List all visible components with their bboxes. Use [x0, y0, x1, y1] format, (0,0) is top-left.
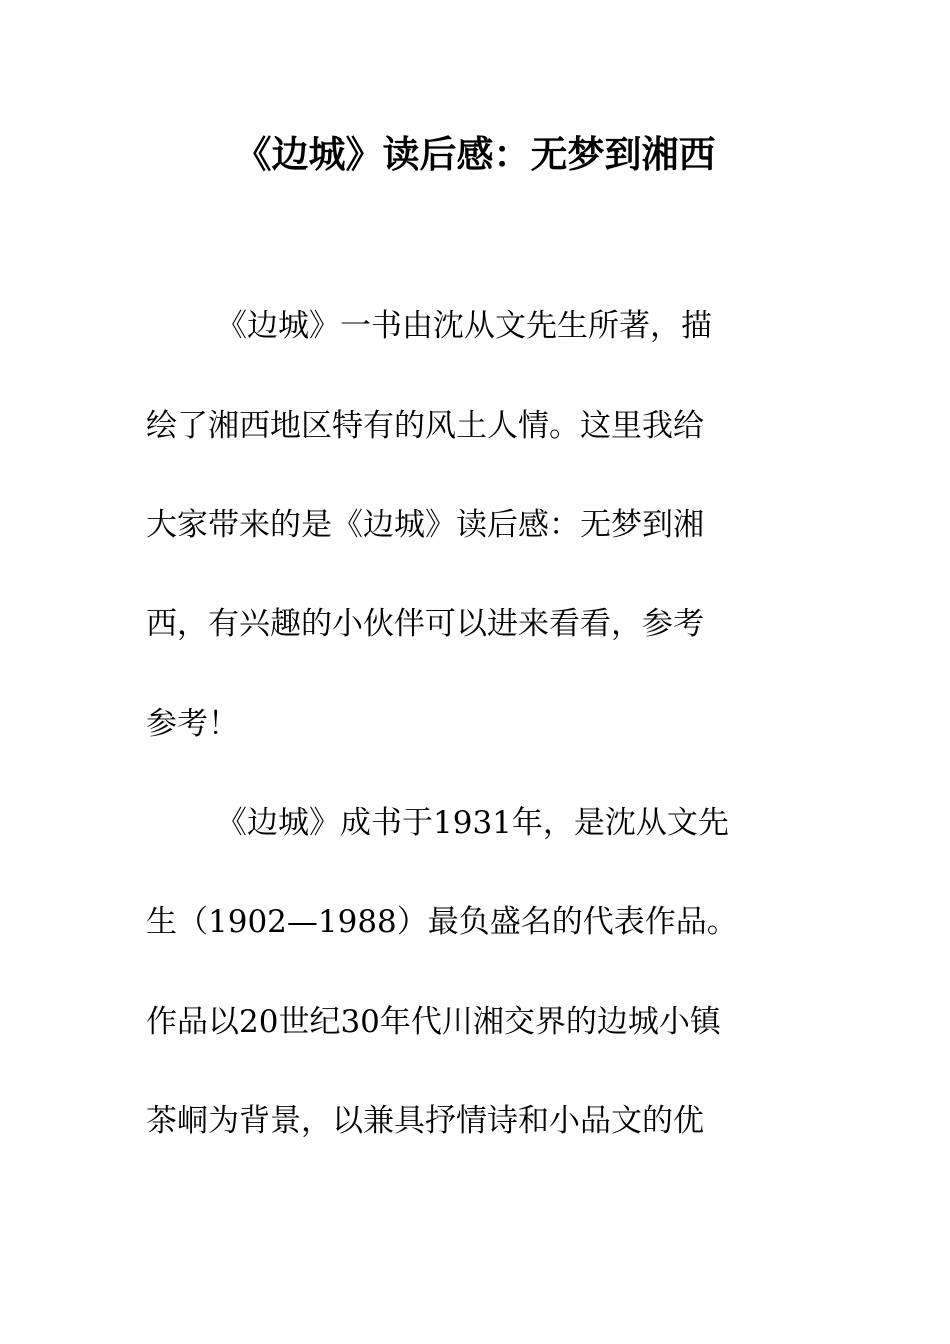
paragraph-line: 生（1902—1988）最负盛名的代表作品。 — [146, 904, 738, 940]
paragraph-line: 参考！ — [146, 706, 239, 742]
paragraph-line: 《边城》一书由沈从文先生所著，描 — [216, 308, 712, 344]
paragraph-line: 《边城》成书于1931年，是沈从文先 — [216, 805, 729, 841]
paragraph-line: 作品以20世纪30年代川湘交界的边城小镇 — [146, 1004, 721, 1040]
paragraph-line: 大家带来的是《边城》读后感：无梦到湘 — [146, 507, 704, 543]
paragraph-line: 西，有兴趣的小伙伴可以进来看看，参考 — [146, 606, 704, 642]
document-title: 《边城》读后感：无梦到湘西 — [234, 132, 716, 176]
paragraph-line: 茶峒为背景，以兼具抒情诗和小品文的优 — [146, 1103, 704, 1139]
paragraph-line: 绘了湘西地区特有的风土人情。这里我给 — [146, 408, 704, 444]
